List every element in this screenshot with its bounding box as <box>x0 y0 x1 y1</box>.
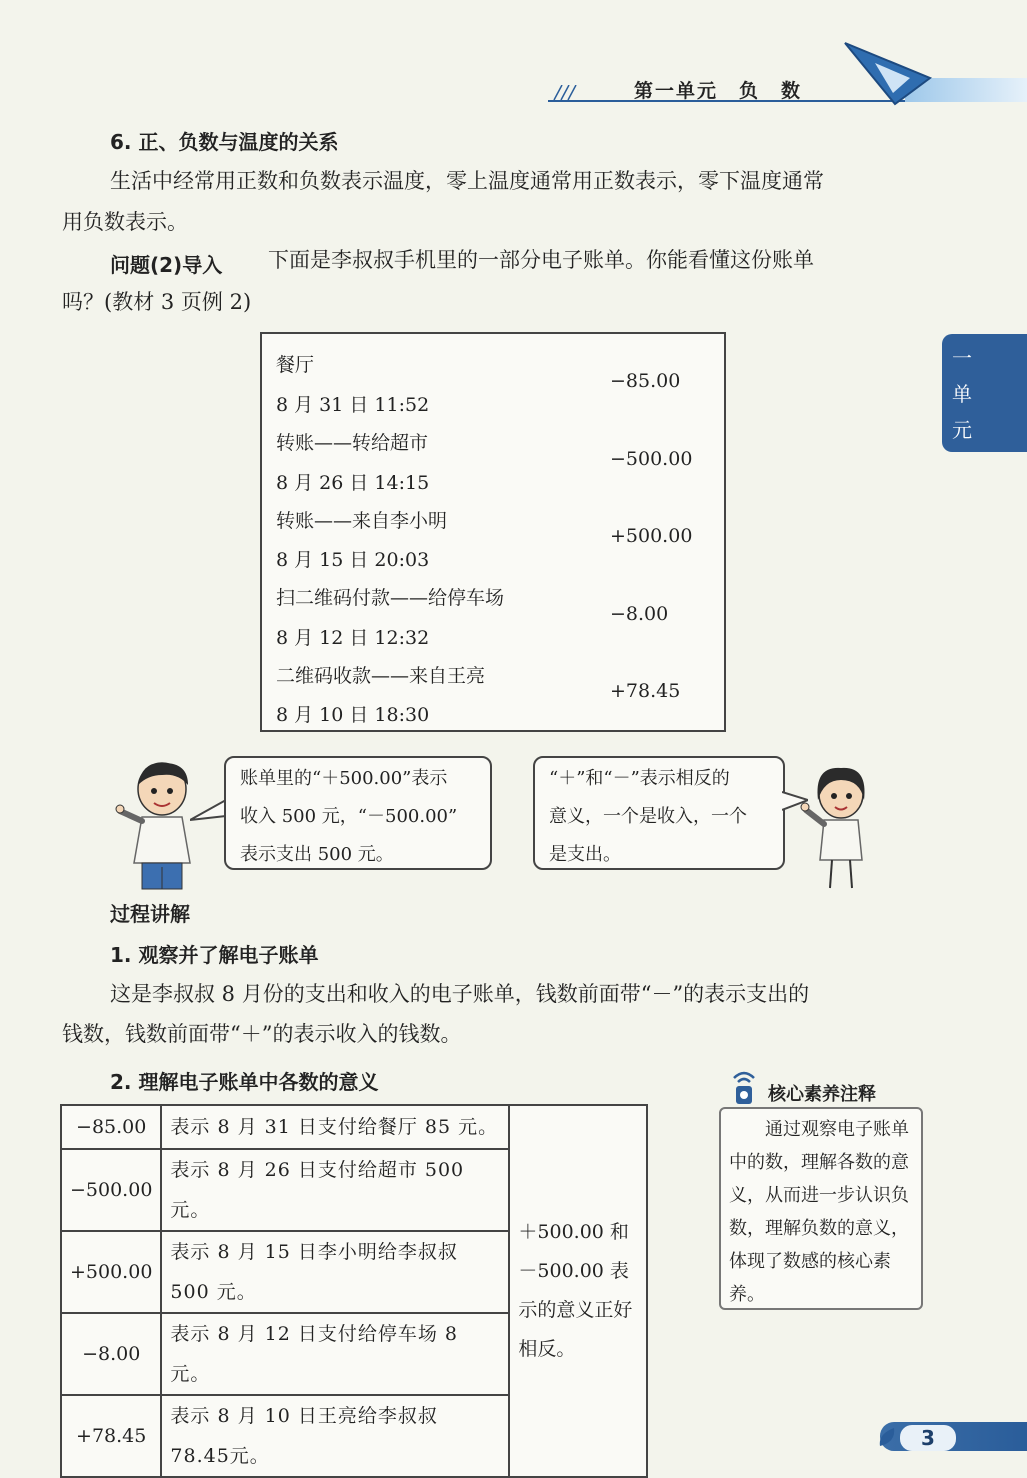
side-tab-char: 元 <box>952 418 972 442</box>
table-cell-number: −500.00 <box>61 1149 161 1231</box>
unit-title: 第一单元 负 数 <box>634 80 803 102</box>
paragraph-line: 用负数表示。 <box>62 210 188 234</box>
bubble-line: 表示支出 500 元。 <box>240 844 394 865</box>
bill-description: 餐厅 <box>276 354 315 376</box>
leaf-icon <box>876 1426 898 1448</box>
bubble-tail <box>190 796 226 826</box>
bill-amount: −500.00 <box>610 448 693 470</box>
step-heading: 1. 观察并了解电子账单 <box>110 943 319 967</box>
table-cell-description: 表示 8 月 10 日王亮给李叔叔 78.45元。 <box>161 1395 509 1477</box>
bill-amount: +500.00 <box>610 525 693 547</box>
side-tab-char: 一 <box>952 346 972 370</box>
meaning-table <box>60 1104 648 1478</box>
paragraph-line: 下面是李叔叔手机里的一部分电子账单。你能看懂这份账单 <box>268 248 814 272</box>
bill-description: 转账——来自李小明 <box>276 510 448 532</box>
page-number: 3 <box>900 1425 956 1451</box>
bubble-line: 意义，一个是收入，一个 <box>549 806 747 827</box>
bill-date: 8 月 10 日 18:30 <box>276 704 430 726</box>
electronic-bill <box>260 332 726 732</box>
table-cell-note: ＋500.00 和 －500.00 表示的意义正好相反。 <box>509 1105 647 1477</box>
section-heading: 6. 正、负数与温度的关系 <box>110 130 339 154</box>
table-cell-number: +500.00 <box>61 1231 161 1313</box>
process-heading: 过程讲解 <box>110 902 190 926</box>
unit-side-tab <box>942 334 1027 452</box>
bill-date: 8 月 31 日 11:52 <box>276 394 430 416</box>
bill-date: 8 月 15 日 20:03 <box>276 549 430 571</box>
table-cell-number: +78.45 <box>61 1395 161 1477</box>
bill-amount: −85.00 <box>610 370 681 392</box>
girl-illustration <box>796 760 886 890</box>
table-cell-description: 表示 8 月 26 日支付给超市 500 元。 <box>161 1149 509 1231</box>
bubble-line: 是支出。 <box>549 844 621 865</box>
literacy-title: 核心素养注释 <box>768 1084 876 1105</box>
bubble-line: 账单里的“＋500.00”表示 <box>240 768 448 789</box>
literacy-annotation-box <box>719 1107 923 1310</box>
bill-description: 转账——转给超市 <box>276 432 429 454</box>
paragraph-line: 这是李叔叔 8 月份的支出和收入的电子账单，钱数前面带“－”的表示支出的 <box>110 982 810 1006</box>
table-cell-number: −85.00 <box>61 1105 161 1149</box>
boy-speech-bubble <box>224 756 492 870</box>
header-hatch-decoration <box>552 85 580 100</box>
bill-description: 二维码收款——来自王亮 <box>276 665 486 687</box>
paragraph-line: 吗？(教材 3 页例 2) <box>62 290 252 314</box>
table-row <box>61 1105 647 1149</box>
bill-amount: +78.45 <box>610 680 681 702</box>
table-cell-description: 表示 8 月 12 日支付给停车场 8 元。 <box>161 1313 509 1395</box>
paragraph-line: 生活中经常用正数和负数表示温度，零上温度通常用正数表示，零下温度通常 <box>110 169 824 193</box>
table-cell-number: −8.00 <box>61 1313 161 1395</box>
bill-amount: −8.00 <box>610 603 669 625</box>
broadcast-icon <box>728 1066 760 1106</box>
set-square-icon <box>835 38 935 108</box>
bubble-line: “＋”和“－”表示相反的 <box>549 768 730 789</box>
table-cell-description: 表示 8 月 15 日李小明给李叔叔 500 元。 <box>161 1231 509 1313</box>
literacy-text: 通过观察电子账单中的数，理解各数的意义，从而进一步认识负数，理解负数的意义，体现了数感的核心素养。 <box>729 1119 909 1305</box>
question-label: 问题(2)导入 <box>110 253 223 277</box>
table-cell-description: 表示 8 月 31 日支付给餐厅 85 元。 <box>161 1105 509 1149</box>
side-tab-char: 单 <box>952 382 972 406</box>
girl-speech-bubble <box>533 756 785 870</box>
step-heading: 2. 理解电子账单中各数的意义 <box>110 1070 379 1094</box>
paragraph-line: 钱数，钱数前面带“＋”的表示收入的钱数。 <box>62 1022 462 1046</box>
bill-date: 8 月 26 日 14:15 <box>276 472 430 494</box>
bill-description: 扫二维码付款——给停车场 <box>276 587 505 609</box>
bill-date: 8 月 12 日 12:32 <box>276 627 430 649</box>
bubble-line: 收入 500 元，“－500.00” <box>240 806 458 827</box>
